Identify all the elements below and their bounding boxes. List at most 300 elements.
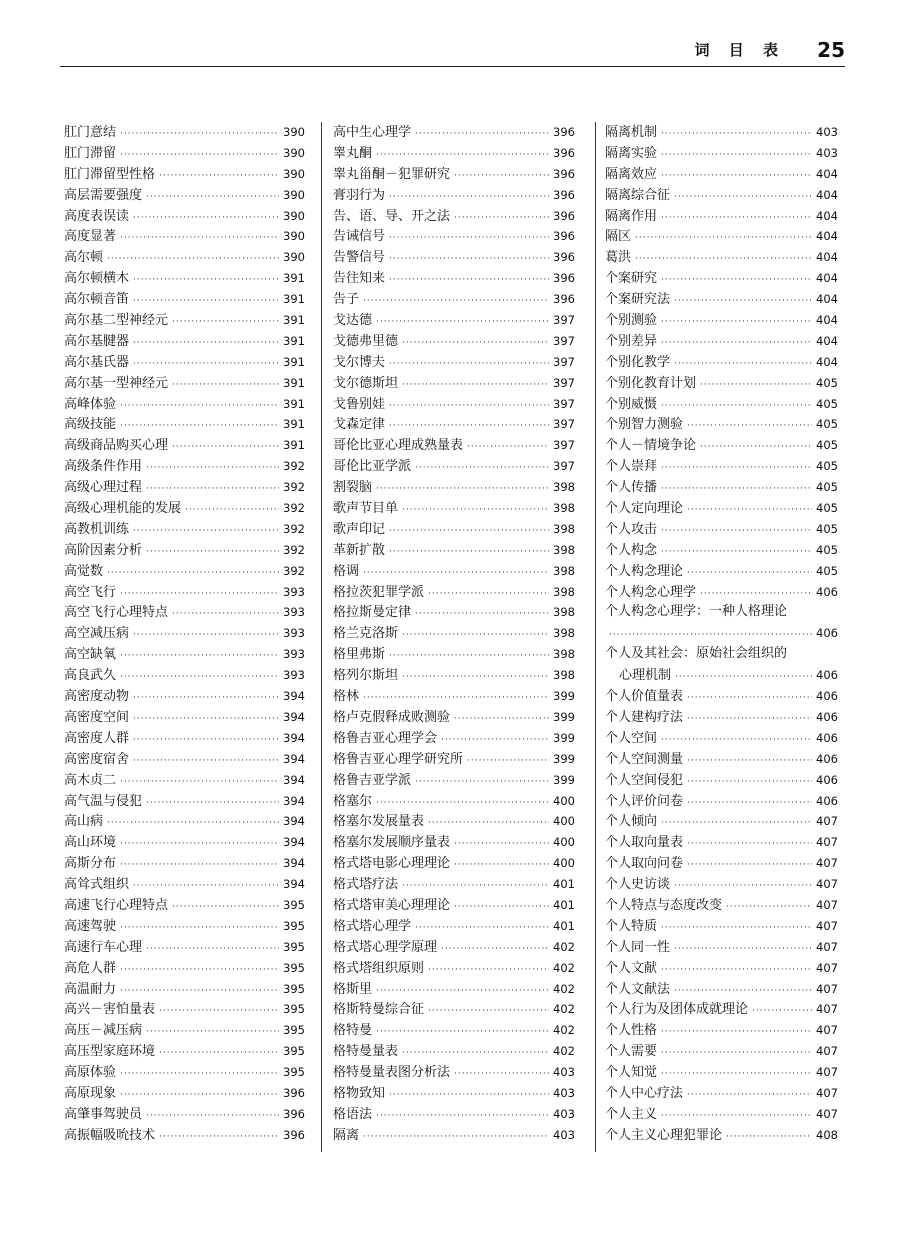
entry-term: 高度显著 — [64, 229, 117, 245]
entry-term: 歌声印记 — [333, 521, 386, 537]
index-entry — [64, 435, 305, 456]
index-entry — [64, 1104, 305, 1125]
dot-leader — [687, 1085, 812, 1106]
entry-term: 格林 — [333, 689, 360, 705]
entry-term: 格鲁吉亚心理学研究所 — [333, 751, 464, 767]
entry-term: 个案研究 — [605, 271, 658, 287]
dot-leader — [726, 897, 812, 918]
entry-page-number: 404 — [816, 333, 838, 348]
entry-term: 高尔顿 — [64, 250, 104, 266]
index-entry — [605, 1062, 838, 1083]
entry-term: 高耸式组织 — [64, 877, 130, 893]
entry-term: 戈鲁别娃 — [333, 396, 386, 412]
index-entry — [605, 811, 838, 832]
entry-page-number: 393 — [283, 647, 305, 662]
dot-leader — [661, 542, 812, 563]
entry-page-number: 405 — [816, 480, 838, 495]
index-entry — [64, 122, 305, 143]
dot-leader — [402, 876, 549, 897]
entry-page-number: 402 — [553, 960, 575, 975]
dot-leader — [428, 813, 549, 834]
dot-leader — [454, 166, 549, 187]
entry-page-number: 392 — [283, 563, 305, 578]
dot-leader — [146, 1022, 279, 1043]
entry-term: 高层需要强度 — [64, 187, 143, 203]
dot-leader — [726, 1127, 812, 1148]
entry-page-number: 406 — [816, 772, 838, 787]
entry-page-number: 398 — [553, 521, 575, 536]
entry-page-number: 395 — [283, 1002, 305, 1017]
index-entry — [333, 644, 575, 665]
index-entry — [605, 561, 838, 582]
entry-term: 个人倾向 — [605, 814, 658, 830]
dot-leader — [120, 584, 279, 605]
index-entry — [333, 1062, 575, 1083]
entry-page-number: 404 — [816, 208, 838, 223]
dot-leader — [687, 793, 812, 814]
index-entry — [605, 247, 838, 268]
entry-term: 个人及其社会：原始社会组织的 — [605, 646, 788, 662]
entry-page-number: 396 — [553, 125, 575, 139]
entry-term: 格兰克洛斯 — [333, 626, 399, 642]
index-entry — [64, 373, 305, 394]
index-entry — [64, 1062, 305, 1083]
entry-page-number: 395 — [283, 1023, 305, 1038]
dot-leader — [133, 333, 279, 354]
entry-page-number: 397 — [553, 459, 575, 474]
entry-term: 格式塔疗法 — [333, 877, 399, 893]
entry-term: 格式塔心理学原理 — [333, 939, 438, 955]
index-entry — [64, 414, 305, 435]
entry-page-number: 396 — [553, 166, 575, 181]
entry-page-number: 395 — [283, 918, 305, 933]
entry-term: 高峰体验 — [64, 396, 117, 412]
entry-page-number: 391 — [283, 354, 305, 369]
entry-term: 高觉数 — [64, 563, 104, 579]
dot-leader — [120, 855, 279, 876]
index-entry — [333, 665, 575, 686]
entry-term: 格斯特曼综合征 — [333, 1002, 425, 1018]
index-entry — [64, 916, 305, 937]
dot-leader — [454, 855, 549, 876]
entry-page-number: 407 — [816, 1002, 838, 1017]
entry-page-number: 405 — [816, 396, 838, 411]
entry-term: 歌声节目单 — [333, 501, 399, 517]
index-entry — [64, 143, 305, 164]
dot-leader — [661, 166, 812, 187]
dot-leader — [674, 291, 812, 312]
index-column-2 — [333, 122, 575, 1146]
entry-term: 隔离效应 — [605, 166, 658, 182]
entry-term: 个别智力测验 — [605, 417, 684, 433]
entry-term: 肛门滞留型性格 — [64, 166, 156, 182]
entry-term: 格调 — [333, 563, 360, 579]
index-entry — [64, 1041, 305, 1062]
entry-page-number: 390 — [283, 187, 305, 202]
entry-term: 睾丸酮 — [333, 145, 373, 161]
dot-leader — [454, 897, 549, 918]
entry-term: 格塞尔 — [333, 793, 373, 809]
entry-page-number: 394 — [283, 772, 305, 787]
entry-term: 高尔基腱器 — [64, 333, 130, 349]
index-entry — [605, 937, 838, 958]
dot-leader — [467, 751, 549, 772]
entry-term: 格鲁吉亚学派 — [333, 772, 412, 788]
dot-leader — [376, 145, 549, 166]
index-entry — [64, 665, 305, 686]
index-entry — [64, 561, 305, 582]
dot-leader — [159, 1001, 279, 1022]
dot-leader — [661, 1106, 812, 1127]
dot-leader — [107, 813, 279, 834]
dot-leader — [661, 458, 812, 479]
index-entry — [333, 895, 575, 916]
index-entry — [605, 268, 838, 289]
index-entry — [333, 247, 575, 268]
index-entry — [605, 979, 838, 1000]
index-entry — [64, 268, 305, 289]
entry-term: 告、语、导、开之法 — [333, 208, 451, 224]
entry-page-number: 395 — [283, 1044, 305, 1059]
entry-page-number: 396 — [553, 208, 575, 223]
dot-leader — [428, 1001, 549, 1022]
index-column-3 — [605, 122, 838, 1146]
index-entry — [605, 832, 838, 853]
entry-page-number: 398 — [553, 626, 575, 641]
entry-page-number: 390 — [283, 250, 305, 265]
index-entry — [333, 289, 575, 310]
entry-page-number: 399 — [553, 689, 575, 704]
dot-leader — [389, 228, 549, 249]
entry-page-number: 400 — [553, 793, 575, 808]
index-entry — [333, 686, 575, 707]
dot-leader — [661, 813, 812, 834]
entry-term: 个别测验 — [605, 313, 658, 329]
index-entry — [333, 185, 575, 206]
entry-term: 个人行为及团体成就理论 — [605, 1002, 749, 1018]
column-divider — [321, 122, 322, 1152]
entry-page-number: 396 — [553, 250, 575, 265]
entry-page-number: 405 — [816, 542, 838, 557]
dot-leader — [389, 187, 549, 208]
dot-leader — [376, 1106, 549, 1127]
index-entry — [333, 164, 575, 185]
dot-leader — [389, 416, 549, 437]
entry-page-number: 407 — [816, 835, 838, 850]
dot-leader — [133, 521, 279, 542]
entry-term: 戈森定律 — [333, 417, 386, 433]
entry-term: 高山病 — [64, 814, 104, 830]
dot-leader — [635, 249, 812, 270]
entry-page-number: 407 — [816, 939, 838, 954]
dot-leader — [172, 437, 279, 458]
dot-leader — [661, 479, 812, 500]
dot-leader — [120, 1064, 279, 1085]
index-entry — [605, 519, 838, 540]
index-entry — [333, 958, 575, 979]
index-entry — [333, 122, 575, 143]
index-entry — [64, 770, 305, 791]
index-entry — [605, 582, 838, 603]
entry-page-number: 400 — [553, 835, 575, 850]
index-entry — [64, 874, 305, 895]
index-entry — [605, 310, 838, 331]
dot-leader — [363, 291, 549, 312]
index-entry — [605, 958, 838, 979]
entry-term: 个人价值量表 — [605, 689, 684, 705]
index-entry — [333, 1104, 575, 1125]
dot-leader — [389, 1085, 549, 1106]
entry-term: 高级技能 — [64, 417, 117, 433]
entry-page-number: 396 — [553, 229, 575, 244]
entry-page-number: 403 — [816, 125, 838, 139]
index-entry — [333, 979, 575, 1000]
entry-page-number: 395 — [283, 897, 305, 912]
dot-leader — [363, 1127, 549, 1148]
dot-leader — [133, 291, 279, 312]
index-entry — [333, 206, 575, 227]
entry-page-number: 406 — [816, 709, 838, 724]
entry-page-number: 404 — [816, 250, 838, 265]
dot-leader — [687, 688, 812, 709]
index-entry — [605, 686, 838, 707]
entry-term: 高教机训练 — [64, 521, 130, 537]
index-entry — [64, 164, 305, 185]
entry-term: 高速驾驶 — [64, 918, 117, 934]
dot-leader — [454, 208, 549, 229]
dot-leader — [363, 563, 549, 584]
index-entry — [64, 498, 305, 519]
entry-term: 肛门意结 — [64, 125, 117, 140]
index-entry — [333, 310, 575, 331]
index-entry — [605, 1104, 838, 1125]
entry-page-number: 394 — [283, 814, 305, 829]
entry-page-number: 403 — [553, 1065, 575, 1080]
dot-leader — [389, 249, 549, 270]
index-entry — [333, 791, 575, 812]
entry-page-number: 390 — [283, 208, 305, 223]
entry-term: 高温耐力 — [64, 981, 117, 997]
entry-term: 告诫信号 — [333, 229, 386, 245]
entry-page-number: 397 — [553, 438, 575, 453]
index-entry — [605, 1041, 838, 1062]
dot-leader — [441, 939, 549, 960]
entry-term: 高尔基一型神经元 — [64, 375, 169, 391]
entry-term: 高级条件作用 — [64, 459, 143, 475]
dot-leader — [133, 625, 279, 646]
entry-page-number: 399 — [553, 709, 575, 724]
entry-term: 隔离作用 — [605, 208, 658, 224]
index-entry — [64, 289, 305, 310]
index-entry — [64, 999, 305, 1020]
dot-leader — [661, 960, 812, 981]
entry-page-number: 397 — [553, 333, 575, 348]
entry-term: 高压型家庭环境 — [64, 1044, 156, 1060]
dot-leader — [159, 1043, 279, 1064]
entry-page-number: 397 — [553, 375, 575, 390]
entry-term: 高中生心理学 — [333, 125, 412, 140]
index-entry — [333, 331, 575, 352]
index-entry — [64, 540, 305, 561]
entry-term: 哥伦比亚学派 — [333, 459, 412, 475]
entry-page-number: 396 — [283, 1106, 305, 1121]
dot-leader — [120, 960, 279, 981]
dot-leader — [120, 416, 279, 437]
entry-term: 个人史访谈 — [605, 877, 671, 893]
index-entry — [333, 561, 575, 582]
dot-leader — [661, 270, 812, 291]
entry-page-number: 402 — [553, 1044, 575, 1059]
index-entry — [333, 811, 575, 832]
entry-page-number: 391 — [283, 438, 305, 453]
index-entry — [605, 1125, 838, 1146]
entry-page-number: 398 — [553, 668, 575, 683]
entry-term: 个人主义心理犯罪论 — [605, 1127, 723, 1143]
entry-page-number: 390 — [283, 125, 305, 139]
entry-term: 格式塔心理学 — [333, 918, 412, 934]
index-entry — [333, 916, 575, 937]
dot-leader — [675, 667, 812, 688]
dot-leader — [687, 834, 812, 855]
entry-page-number: 401 — [553, 897, 575, 912]
entry-page-number: 407 — [816, 897, 838, 912]
dot-leader — [402, 333, 549, 354]
dot-leader — [428, 584, 549, 605]
index-entry — [64, 832, 305, 853]
dot-leader — [661, 208, 812, 229]
entry-term: 格斯里 — [333, 981, 373, 997]
entry-page-number: 393 — [283, 668, 305, 683]
entry-page-number: 394 — [283, 877, 305, 892]
index-entry — [605, 540, 838, 561]
index-entry — [605, 602, 838, 623]
dot-leader — [661, 312, 812, 333]
index-entry — [605, 164, 838, 185]
entry-page-number: 397 — [553, 354, 575, 369]
dot-leader — [661, 1022, 812, 1043]
entry-term: 个人中心疗法 — [605, 1085, 684, 1101]
dot-leader — [661, 396, 812, 417]
entry-page-number: 391 — [283, 375, 305, 390]
dot-leader — [674, 354, 812, 375]
entry-page-number: 405 — [816, 375, 838, 390]
entry-page-number: 396 — [283, 1127, 305, 1142]
index-entry — [605, 477, 838, 498]
entry-term: 高尔顿音笛 — [64, 292, 130, 308]
entry-page-number: 402 — [553, 1002, 575, 1017]
entry-term: 高压－减压病 — [64, 1023, 143, 1039]
dot-leader — [120, 646, 279, 667]
index-entry — [605, 352, 838, 373]
index-entry — [333, 394, 575, 415]
dot-leader — [700, 437, 812, 458]
entry-page-number: 391 — [283, 396, 305, 411]
entry-page-number: 407 — [816, 1106, 838, 1121]
dot-leader — [120, 228, 279, 249]
entry-term: 个人构念心理学 — [605, 584, 697, 600]
entry-term: 告警信号 — [333, 250, 386, 266]
entry-term: 高空飞行 — [64, 584, 117, 600]
entry-term: 高密度宿舍 — [64, 751, 130, 767]
column-divider — [595, 122, 596, 1152]
entry-page-number: 407 — [816, 918, 838, 933]
entry-page-number: 404 — [816, 187, 838, 202]
dot-leader — [415, 772, 549, 793]
entry-term: 高山环境 — [64, 835, 117, 851]
entry-page-number: 397 — [553, 313, 575, 328]
entry-term: 隔离综合征 — [605, 187, 671, 203]
entry-page-number: 392 — [283, 480, 305, 495]
entry-page-number: 396 — [553, 271, 575, 286]
dot-leader — [172, 897, 279, 918]
dot-leader — [172, 312, 279, 333]
index-entry — [605, 791, 838, 812]
entry-page-number: 392 — [283, 459, 305, 474]
entry-page-number: 404 — [816, 313, 838, 328]
entry-term: 戈尔德斯坦 — [333, 375, 399, 391]
entry-term: 隔离机制 — [605, 125, 658, 140]
entry-term: 高尔基二型神经元 — [64, 313, 169, 329]
index-entry — [64, 644, 305, 665]
entry-page-number: 394 — [283, 751, 305, 766]
dot-leader — [363, 688, 549, 709]
index-entry — [64, 310, 305, 331]
entry-term: 个别差异 — [605, 333, 658, 349]
entry-page-number: 394 — [283, 793, 305, 808]
entry-page-number: 404 — [816, 354, 838, 369]
entry-page-number: 403 — [816, 145, 838, 160]
entry-term: 格特曼量表 — [333, 1044, 399, 1060]
entry-term: 戈德弗里德 — [333, 333, 399, 349]
entry-term: 膏羽行为 — [333, 187, 386, 203]
entry-term: 告子 — [333, 292, 360, 308]
entry-term: 告往知来 — [333, 271, 386, 287]
entry-page-number: 391 — [283, 292, 305, 307]
dot-leader — [133, 354, 279, 375]
index-entry — [64, 331, 305, 352]
index-entry — [333, 477, 575, 498]
entry-page-number: 404 — [816, 229, 838, 244]
entry-page-number: 405 — [816, 459, 838, 474]
dot-leader — [415, 918, 549, 939]
entry-term: 高良武久 — [64, 668, 117, 684]
index-entry — [333, 519, 575, 540]
entry-page-number: 398 — [553, 563, 575, 578]
dot-leader — [389, 270, 549, 291]
entry-term: 割裂脑 — [333, 480, 373, 496]
entry-term: 格式塔组织原则 — [333, 960, 425, 976]
index-entry — [605, 1083, 838, 1104]
entry-page-number: 405 — [816, 438, 838, 453]
entry-term: 肛门滞留 — [64, 145, 117, 161]
entry-page-number: 407 — [816, 960, 838, 975]
entry-term: 戈尔博夫 — [333, 354, 386, 370]
dot-leader — [415, 604, 549, 625]
dot-leader — [120, 145, 279, 166]
entry-page-number: 391 — [283, 313, 305, 328]
page-number: 25 — [817, 38, 845, 62]
entry-term: 高肇事驾驶员 — [64, 1106, 143, 1122]
entry-term: 心理机制 — [619, 668, 672, 684]
dot-leader — [120, 772, 279, 793]
index-entry — [64, 582, 305, 603]
dot-leader — [120, 124, 279, 145]
entry-term: 戈达德 — [333, 313, 373, 329]
dot-leader — [687, 772, 812, 793]
index-entry — [64, 394, 305, 415]
index-entry — [64, 1083, 305, 1104]
index-entry — [64, 477, 305, 498]
